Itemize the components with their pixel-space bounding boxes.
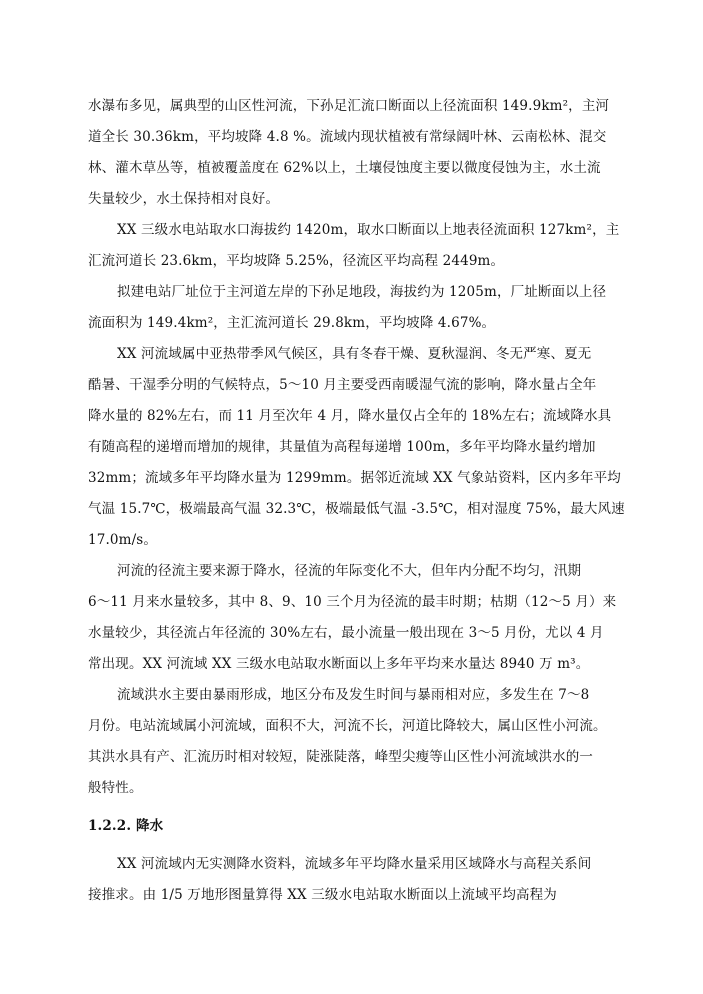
paragraph-line: 气温 15.7℃，极端最高气温 32.3℃，极端最低气温 -3.5℃，相对湿度 75%，最大风速 — [88, 501, 625, 517]
paragraph-line: 失量较少，水土保持相对良好。 — [88, 191, 280, 207]
paragraph-line: XX 河流域内无实测降水资料，流域多年平均降水量采用区域降水与高程关系间 — [117, 856, 592, 872]
paragraph-line: 酷暑、干湿季分明的气候特点，5～10 月主要受西南暖湿气流的影响，降水量占全年 — [88, 377, 597, 393]
paragraph-line: 32mm；流域多年平均降水量为 1299mm。据邻近流域 XX 气象站资料，区内多年平均 — [88, 470, 621, 486]
paragraph-line: XX 三级水电站取水口海拔约 1420m，取水口断面以上地表径流面积 127km²，主 — [117, 222, 620, 238]
section-heading: 1.2.2. 降水 — [88, 818, 164, 834]
paragraph-line: 道全长 30.36km，平均坡降 4.8 %。流域内现状植被有常绿阔叶林、云南松林、混交 — [88, 129, 607, 145]
paragraph-line: 流面积为 149.4km²，主汇流河道长 29.8km，平均坡降 4.67%。 — [88, 315, 496, 331]
paragraph-line: 河流的径流主要来源于降水，径流的年际变化不大，但年内分配不均匀，汛期 — [117, 563, 582, 579]
paragraph-line: 汇流河道长 23.6km，平均坡降 5.25%，径流区平均高程 2449m。 — [88, 253, 505, 269]
paragraph-line: XX 河流域属中亚热带季风气候区，具有冬春干燥、夏秋湿润、冬无严寒、夏无 — [117, 346, 592, 362]
paragraph-line: 拟建电站厂址位于主河道左岸的下孙足地段，海拔约为 1205m，厂址断面以上径 — [117, 284, 607, 300]
paragraph-line: 17.0m/s。 — [88, 532, 158, 548]
paragraph-line: 6～11 月来水量较多，其中 8、9、10 三个月为径流的最丰时期；枯期（12～5 月）来 — [88, 594, 617, 610]
paragraph-line: 其洪水具有产、汇流历时相对较短，陡涨陡落，峰型尖瘦等山区性小河流域洪水的一 — [88, 749, 594, 765]
paragraph-line: 接推求。由 1/5 万地形图量算得 XX 三级水电站取水断面以上流域平均高程为 — [88, 887, 557, 903]
paragraph-line: 月份。电站流域属小河流域，面积不大，河流不长，河道比降较大，属山区性小河流。 — [88, 718, 607, 734]
paragraph-line: 般特性。 — [88, 780, 143, 796]
paragraph-line: 常出现。XX 河流域 XX 三级水电站取水断面以上多年平均来水量达 8940 万 m³。 — [88, 656, 590, 672]
paragraph-line: 水瀑布多见，属典型的山区性河流，下孙足汇流口断面以上径流面积 149.9km²，主河 — [88, 98, 610, 114]
paragraph-line: 降水量的 82%左右，而 11 月至次年 4 月，降水量仅占全年的 18%左右；流域降水具 — [88, 408, 612, 424]
paragraph-line: 水量较少，其径流占年径流的 30%左右，最小流量一般出现在 3～5 月份，尤以 4 月 — [88, 625, 604, 641]
paragraph-line: 有随高程的递增而增加的规律，其量值为高程每递增 100m，多年平均降水量约增加 — [88, 439, 596, 455]
paragraph-line: 流域洪水主要由暴雨形成，地区分布及发生时间与暴雨相对应，多发生在 7～8 — [117, 687, 590, 703]
paragraph-line: 林、灌木草丛等，植被覆盖度在 62%以上，土壤侵蚀度主要以微度侵蚀为主，水土流 — [88, 160, 601, 176]
